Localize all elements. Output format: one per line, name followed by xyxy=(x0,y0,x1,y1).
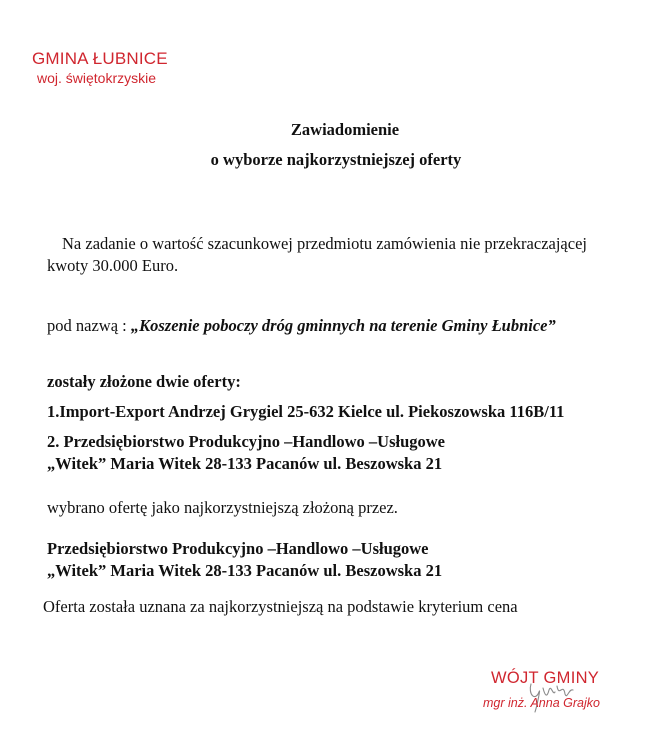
mayor-stamp-name: mgr inż. Anna Grajko xyxy=(483,696,600,710)
subject-line xyxy=(47,316,556,336)
document-subtitle: o wyborze najkorzystniejszej oferty xyxy=(210,150,462,169)
document-title: Zawiadomienie xyxy=(290,120,400,139)
chosen-offer-line-2: „Witek” Maria Witek 28-133 Pacanów ul. Beszowska 21 xyxy=(47,561,443,580)
municipality-stamp-name: GMINA ŁUBNICE xyxy=(32,49,168,68)
chosen-offer-line-1: Przedsiębiorstwo Produkcyjno –Handlowo –Usługowe xyxy=(47,539,429,558)
offers-heading: zostały złożone dwie oferty: xyxy=(47,372,241,391)
chosen-offer-intro: wybrano ofertę jako najkorzystniejszą złożoną przez. xyxy=(47,498,398,517)
intro-line-1: Na zadanie o wartość szacunkowej przedmiotu zamówienia nie przekraczającej xyxy=(62,234,587,253)
criterion-statement: Oferta została uznana za najkorzystniejszą na podstawie kryterium cena xyxy=(43,597,518,616)
intro-line-2: kwoty 30.000 Euro. xyxy=(47,256,179,275)
offer-item-2-line-2: „Witek” Maria Witek 28-133 Pacanów ul. Beszowska 21 xyxy=(47,454,443,473)
mayor-stamp-title: WÓJT GMINY xyxy=(491,669,600,687)
subject-prefix: pod nazwą : xyxy=(47,316,127,335)
offer-item-1: 1.Import-Export Andrzej Grygiel 25-632 Kielce ul. Piekoszowska 116B/11 xyxy=(47,402,565,421)
offer-item-2-line-1: 2. Przedsiębiorstwo Produkcyjno –Handlowo –Usługowe xyxy=(47,432,445,451)
subject-name: „Koszenie poboczy dróg gminnych na terenie Gminy Łubnice” xyxy=(130,316,556,335)
municipality-stamp-region: woj. świętokrzyskie xyxy=(37,70,157,86)
